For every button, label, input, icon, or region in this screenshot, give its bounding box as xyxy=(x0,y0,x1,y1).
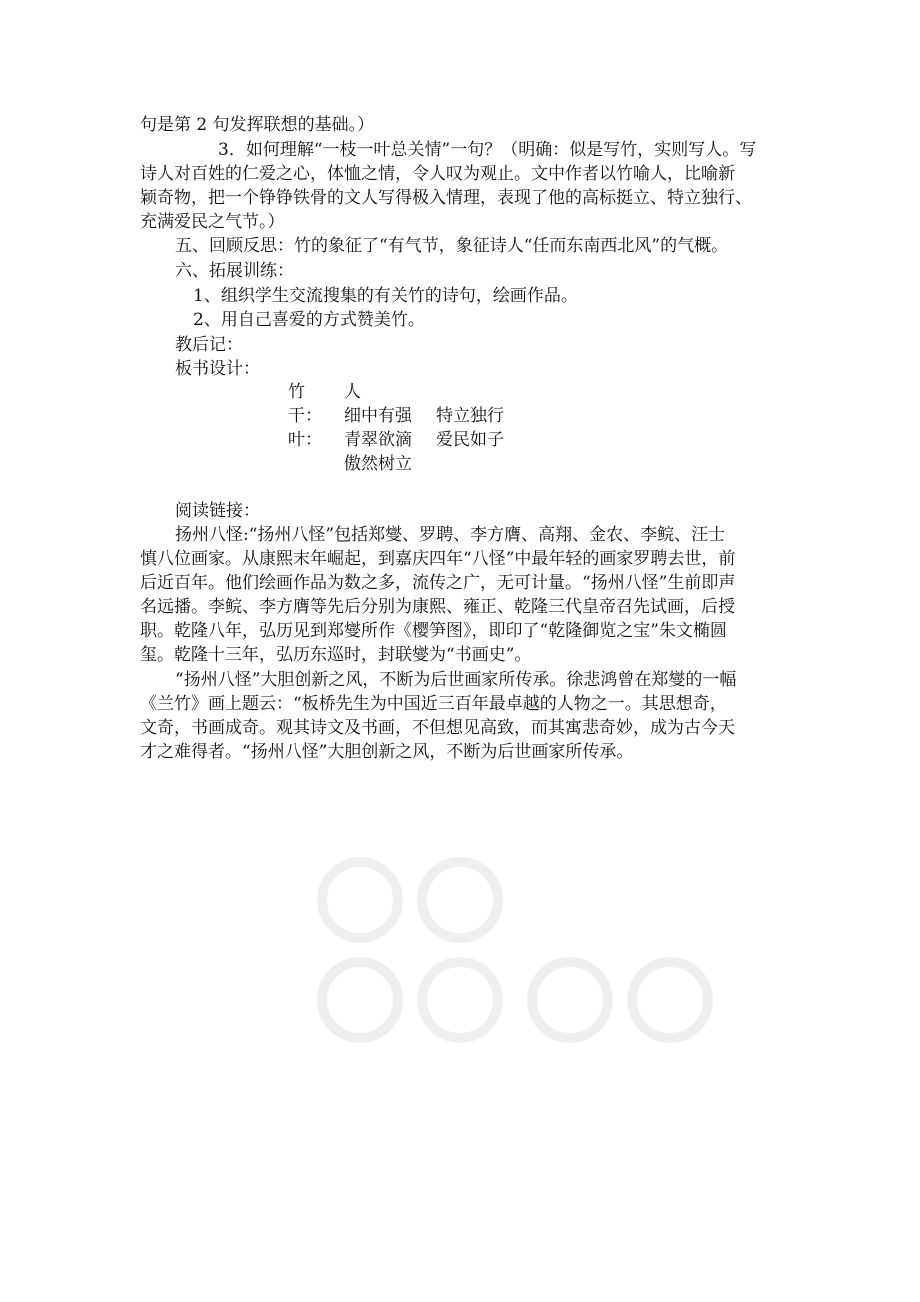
board-cell: 干： xyxy=(288,406,322,426)
board-cell: 人 xyxy=(344,382,361,402)
text-line: 职。乾隆八年，弘历见到郑燮所作《樱笋图》，即印了“乾隆御览之宝”朱文椭圆 xyxy=(140,621,727,641)
text-line: 六、拓展训练： xyxy=(175,261,294,281)
text-line: 2、用自己喜爱的方式赞美竹。 xyxy=(193,310,425,330)
text-line: 扬州八怪:“扬州八怪”包括郑燮、罗聘、李方膺、高翔、金农、李鲩、汪士 xyxy=(175,525,726,545)
board-cell: 特立独行 xyxy=(436,406,504,426)
text-line: “扬州八怪”大胆创新之风，不断为后世画家所传承。徐悲鸿曾在郑燮的一幅 xyxy=(175,670,737,690)
watermark xyxy=(300,830,720,1070)
text-line: 《兰竹》画上题云：“板桥先生为中国近三百年最卓越的人物之一。其思想奇， xyxy=(140,694,727,714)
board-cell: 竹 xyxy=(288,382,305,402)
text-line: 教后记： xyxy=(175,335,243,355)
text-line: 句是第 2 句发挥联想的基础。） xyxy=(140,115,375,135)
text-line: 1、组织学生交流搜集的有关竹的诗句，绘画作品。 xyxy=(193,286,578,306)
board-cell: 傲然树立 xyxy=(344,454,412,474)
text-line: 玺。乾隆十三年，弘历东巡时，封联燮为“书画史”。 xyxy=(140,645,532,665)
board-cell: 青翠欲滴 xyxy=(344,430,412,450)
text-line: 才之难得者。“扬州八怪”大胆创新之风，不断为后世画家所传承。 xyxy=(140,742,634,762)
text-line: 五、回顾反思：竹的象征了“有气节，象征诗人“任而东南西北风”的气概。 xyxy=(175,236,729,256)
text-line: 名远播。李鲩、李方膺等先后分别为康熙、雍正、乾隆三代皇帝召先试画，后授 xyxy=(140,597,735,617)
text-line: 诗人对百姓的仁爱之心，体恤之情，令人叹为观止。文中作者以竹喻人，比喻新 xyxy=(140,164,735,184)
text-line: 板书设计： xyxy=(175,359,260,379)
text-line: 后近百年。他们绘画作品为数之多，流传之广，无可计量。“扬州八怪”生前即声 xyxy=(140,573,736,593)
text-line: 慎八位画家。从康熙末年崛起，到嘉庆四年“八怪”中最年轻的画家罗聘去世，前 xyxy=(140,549,736,569)
board-cell: 爱民如子 xyxy=(436,430,504,450)
text-line: 充满爱民之气节。） xyxy=(140,212,285,232)
board-cell: 细中有强 xyxy=(344,406,412,426)
text-line: 颖奇物，把一个铮铮铁骨的文人写得极入情理，表现了他的高标挺立、特立独行、 xyxy=(140,188,752,208)
board-cell: 叶： xyxy=(288,430,322,450)
section-heading: 阅读链接： xyxy=(175,501,260,521)
text-line: 3．如何理解“一枝一叶总关情”一句？（明确：似是写竹，实则写人。写 xyxy=(218,140,757,160)
text-line: 文奇，书画成奇。观其诗文及书画，不但想见高致，而其寓悲奇妙，成为古今天 xyxy=(140,718,735,738)
